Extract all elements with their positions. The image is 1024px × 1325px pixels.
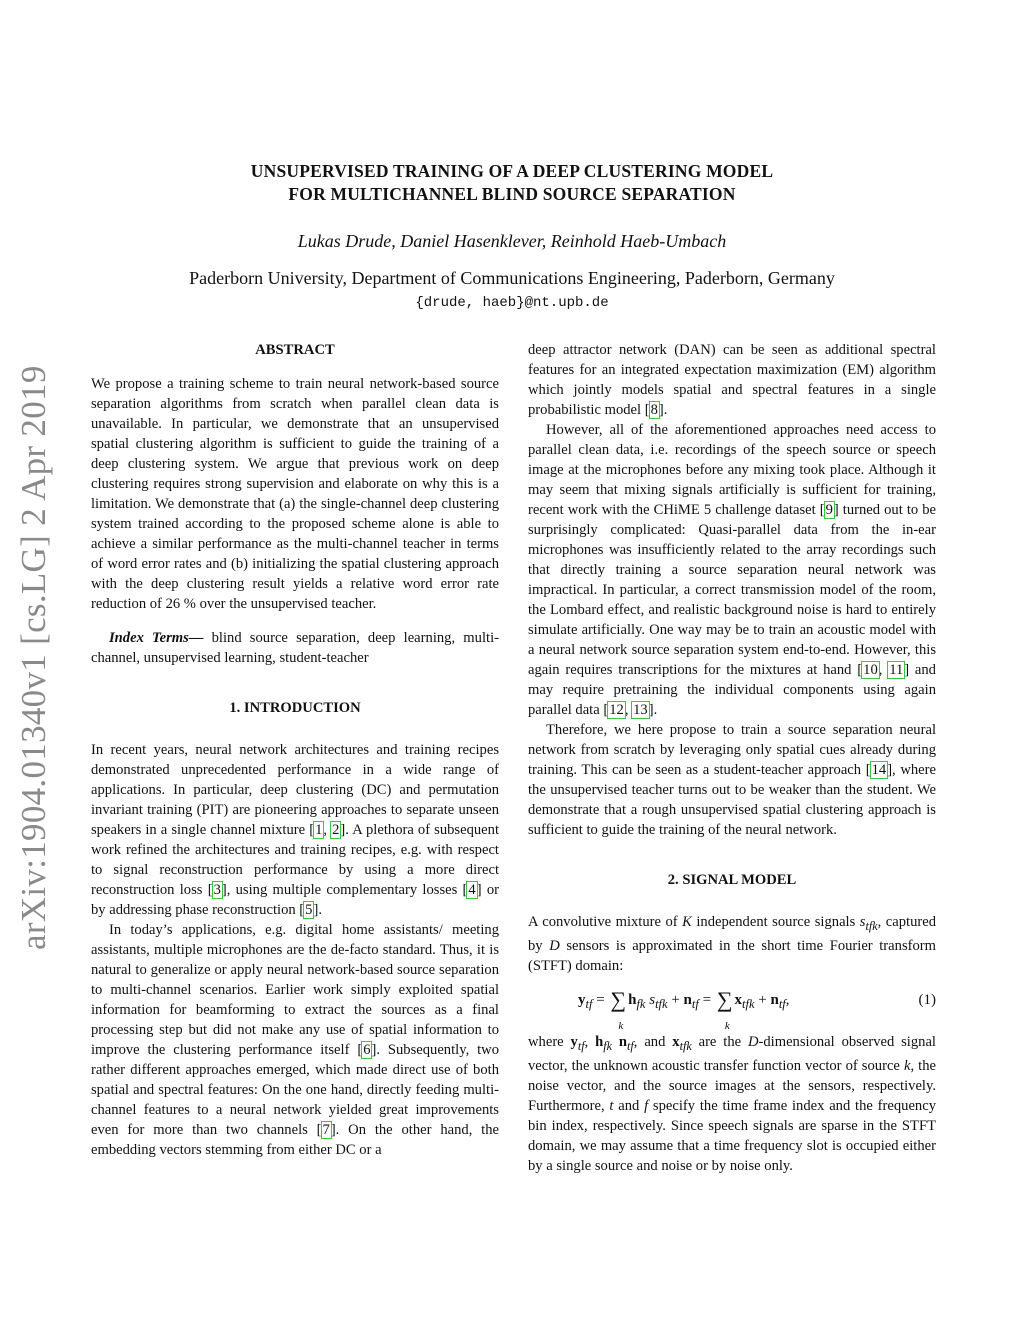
citation-link[interactable]: 3 — [213, 882, 221, 898]
left-column — [91, 340, 499, 1160]
index-terms-text: blind source separation, deep learning, multi-channel, unsupervised learning, student-teacher — [91, 630, 499, 666]
signal-model-heading: 2. SIGNAL MODEL — [667, 872, 797, 888]
citation-link[interactable]: 14 — [871, 762, 887, 778]
equation-number: (1) — [918, 991, 936, 1008]
citation-link[interactable]: 7 — [322, 1122, 330, 1138]
intro-paragraph-4: However, all of the aforementioned approaches need access to parallel clean data, i.e. recordings of the speech source or speech image at the microphones before any mixing took place. Although it may seem that mixing signals artificially is sufficient for training, recent work with the CHiME 5 challenge dataset [9] turned out to be surprisingly complicated: Quasi-parallel data from the in-ear microphones was insufficiently related to the array recordings such that directly training a source separation neural network was impractical. In particular, a correct transmission model of the room, the Lombard effect, and realistic background noise is hard to entirely simulate artificially. One way may be to train an acoustic model with a neural network source separation system end-to-end. However, this again requires transcriptions for the mixtures at hand [10, 11] and may require pretraining the individual components using again parallel data [12, 13]. — [528, 422, 936, 718]
introduction-heading: 1. INTRODUCTION — [229, 700, 361, 716]
signal-model-paragraph-2: where $y_{tf}$, $h_{fk}$ $n_{tf}$, and $x_{tfk}$ are the D-dimensional observed signal vector, the unknown acoustic transfer function vector of source k, the noise vector, and the source images at the sensors, respectively. Furthermore, t and f specify the time frame index and the frequency bin index, respectively. Since speech signals are sparse in the STFT domain, we may assume that a time frequency slot is occupied either by a single source and noise or by noise only. — [528, 1033, 936, 1174]
author-list: Lukas Drude, Daniel Hasenklever, Reinhold Haeb-Umbach — [297, 231, 727, 251]
title-line-2: FOR MULTICHANNEL BLIND SOURCE SEPARATION — [288, 184, 736, 204]
intro-paragraph-3: deep attractor network (DAN) can be seen as additional spectral features for an integrated expectation maximization (EM) algorithm which jointly models spatial and spectral features in a single probabilistic model [8]. — [528, 342, 936, 418]
affiliation: Paderborn University, Department of Communications Engineering, Paderborn, Germany — [189, 268, 835, 288]
paper-title — [0, 160, 1024, 206]
intro-paragraph-5: Therefore, we here propose to train a source separation neural network from scratch by leveraging only spatial cues already during training. This can be seen as a student-teacher approach [14], where the unsupervised teacher turns out to be weaker than the student. We demonstrate that a rough unsupervised spatial clustering approach is sufficient to guide the training of the neural network. — [528, 722, 936, 838]
citation-link[interactable]: 11 — [889, 662, 904, 678]
citation-link[interactable]: 8 — [650, 402, 658, 418]
abstract-heading: ABSTRACT — [255, 342, 335, 358]
intro-paragraph-2: In today’s applications, e.g. digital home assistants/ meeting assistants, multiple microphones are the de-facto standard. Thus, it is natural to generalize or apply neural network-based source separation to multi-channel scenarios. Earlier work simply exploited spatial information for beamforming to extract the sources as a final processing step but did not make any use of spatial information to improve the clustering performance itself [6]. Subsequently, two rather different approaches emerged, which made direct use of both spatial and spectral features: On the one hand, directly feeding multi-channel features to a neural network yielded great improvements even for more than two channels [7]. On the other hand, the embedding vectors stemming from either DC or a — [91, 922, 500, 1158]
title-line-1: UNSUPERVISED TRAINING OF A DEEP CLUSTERING MODEL — [250, 161, 774, 181]
citation-link[interactable]: 12 — [609, 702, 624, 718]
email-address: {drude, haeb}@nt.upb.de — [415, 295, 609, 311]
citation-link[interactable]: 1 — [315, 822, 323, 838]
citation-link[interactable]: 2 — [332, 822, 340, 838]
citation-link[interactable]: 9 — [825, 502, 833, 518]
signal-model-paragraph-1: A convolutive mixture of K independent source signals $s_{tfk}$, captured by D sensors is approximated in the short time Fourier transform (STFT) domain: — [528, 914, 936, 974]
summation-symbol: ∑ k — [610, 986, 627, 1032]
citation-link[interactable]: 5 — [305, 902, 313, 918]
citation-link[interactable]: 6 — [363, 1042, 371, 1058]
index-terms — [91, 628, 499, 668]
index-terms-label: Index Terms— — [109, 630, 204, 646]
citation-link[interactable]: 10 — [863, 662, 878, 678]
summation-symbol: ∑ k — [716, 986, 733, 1032]
citation-link[interactable]: 4 — [468, 882, 476, 898]
equation-body: $y_{tf}$ = ∑ k $h_{fk}$ $s_{tfk} + n_{tf}$ = ∑ k $x_{tfk} + n_{tf}$, — [578, 986, 790, 1032]
intro-paragraph-1: In recent years, neural network architectures and training recipes demonstrated unprecedented performance in a wide range of applications. In particular, deep clustering (DC) and permutation invariant training (PIT) are pioneering approaches to separate unseen speakers in a single channel mixture [1, 2]. A plethora of subsequent work refined the architectures and training recipes, e.g. with respect to signal reconstruction performance by using a more direct reconstruction loss [3], using multiple complementary losses [4] or by addressing phase reconstruction [5]. — [91, 742, 500, 918]
right-column — [528, 340, 936, 1176]
abstract-text: We propose a training scheme to train neural network-based source separation algorithms from scratch when parallel clean data is unavailable. In particular, we demonstrate that an unsupervised spatial clustering algorithm is sufficient to guide the training of a deep clustering system. We argue that previous work on deep clustering requires strong supervision and elaborate on why this is a limitation. We demonstrate that (a) the single-channel deep clustering system trained according to the proposed scheme alone is able to achieve a similar performance as the multi-channel teacher in terms of word error rates and (b) initializing the spatial clustering approach with the deep clustering result yields a relative word error rate reduction of 26 % over the unsupervised teacher. — [91, 376, 499, 612]
arxiv-identifier[interactable]: arXiv:1904.01340v1 [cs.LG] 2 Apr 2019 — [14, 365, 53, 950]
citation-link[interactable]: 13 — [633, 702, 648, 718]
equation-1 — [528, 984, 936, 1032]
